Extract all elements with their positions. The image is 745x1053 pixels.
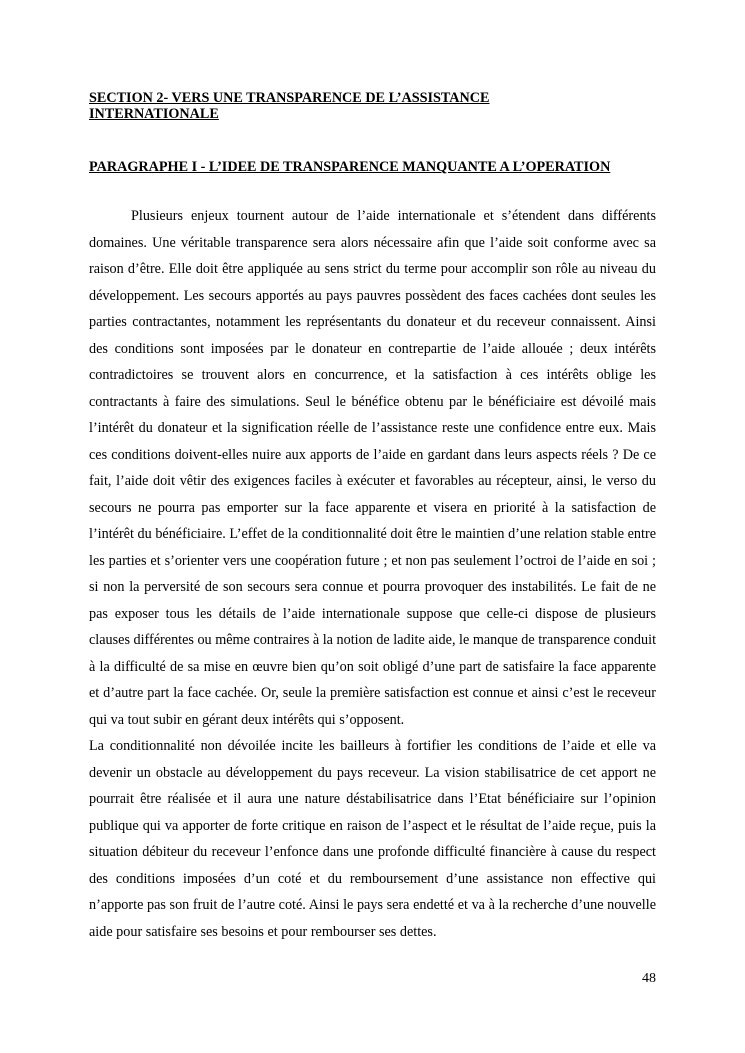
section-title: SECTION 2- VERS UNE TRANSPARENCE DE L’ASSISTANCE INTERNATIONALE: [89, 90, 490, 122]
page-number: 48: [642, 971, 656, 986]
body-text: [89, 203, 656, 945]
paragraph-title: PARAGRAPHE I - L’IDEE DE TRANSPARENCE MANQUANTE A L’OPERATION: [89, 159, 611, 175]
body-paragraph-1: Plusieurs enjeux tournent autour de l’aide internationale et s’étendent dans différents domaines. Une véritable transparence sera alors nécessaire afin que l’aide soit conforme avec sa raison d’être. Elle doit être appliquée au sens strict du terme pour accomplir son rôle au niveau du développement. Les secours apportés au pays pauvres possèdent des faces cachées dont seules les parties contractantes, notamment les représentants du donateur et du receveur connaissent. Ainsi des conditions sont imposées par le donateur en contrepartie de l’aide allouée ; deux intérêts contradictoires se trouvent alors en concurrence, et la satisfaction à ces intérêts oblige les contractants à faire des simulations. Seul le bénéfice obtenu par le bénéficiaire est dévoilé mais l’intérêt du donateur et la signification réelle de l’assistance reste une confidence entre eux. Mais ces conditions doivent-elles nuire aux apports de l’aide en gardant dans leurs aspects réels ? De ce fait, l’aide doit vêtir des exigences faciles à exécuter et favorables au récepteur, ainsi, le verso du secours ne pourra pas emporter sur la face apparente et visera en priorité à la satisfaction de l’intérêt du bénéficiaire. L’effet de la conditionnalité doit être le maintien d’une relation stable entre les parties et s’orienter vers une coopération future ; et non pas seulement l’octroi de l’aide en soi ; si non la perversité de son secours sera connue et pourra provoquer des instabilités. Le fait de ne pas exposer tous les détails de l’aide internationale suppose que celle-ci dispose de plusieurs clauses différentes ou même contraires à la notion de ladite aide, le manque de transparence conduit à la difficulté de sa mise en œuvre bien qu’on soit obligé d’une part de satisfaire la face apparente et d’autre part la face cachée. Or, seule la première satisfaction est connue et ainsi c’est le receveur qui va tout subir en gérant deux intérêts qui s’opposent.: [89, 208, 657, 728]
body-paragraph-2: La conditionnalité non dévoilée incite les bailleurs à fortifier les conditions de l’aide et elle va devenir un obstacle au développement du pays receveur. La vision stabilisatrice de cet apport ne pourrait être réalisée et il aura une nature déstabilisatrice dans l’Etat bénéficiaire sur l’opinion publique qui va apporter de forte critique en raison de l’aspect et le résultat de l’aide reçue, puis la situation débiteur du receveur l’enfonce dans une profonde difficulté financière à cause du respect des conditions imposées d’un coté et du remboursement d’une assistance non effective qui n’apporte pas son fruit de l’autre coté. Ainsi le pays sera endetté et va à la recherche d’une nouvelle aide pour satisfaire ses besoins et pour rembourser ses dettes.: [89, 738, 656, 940]
